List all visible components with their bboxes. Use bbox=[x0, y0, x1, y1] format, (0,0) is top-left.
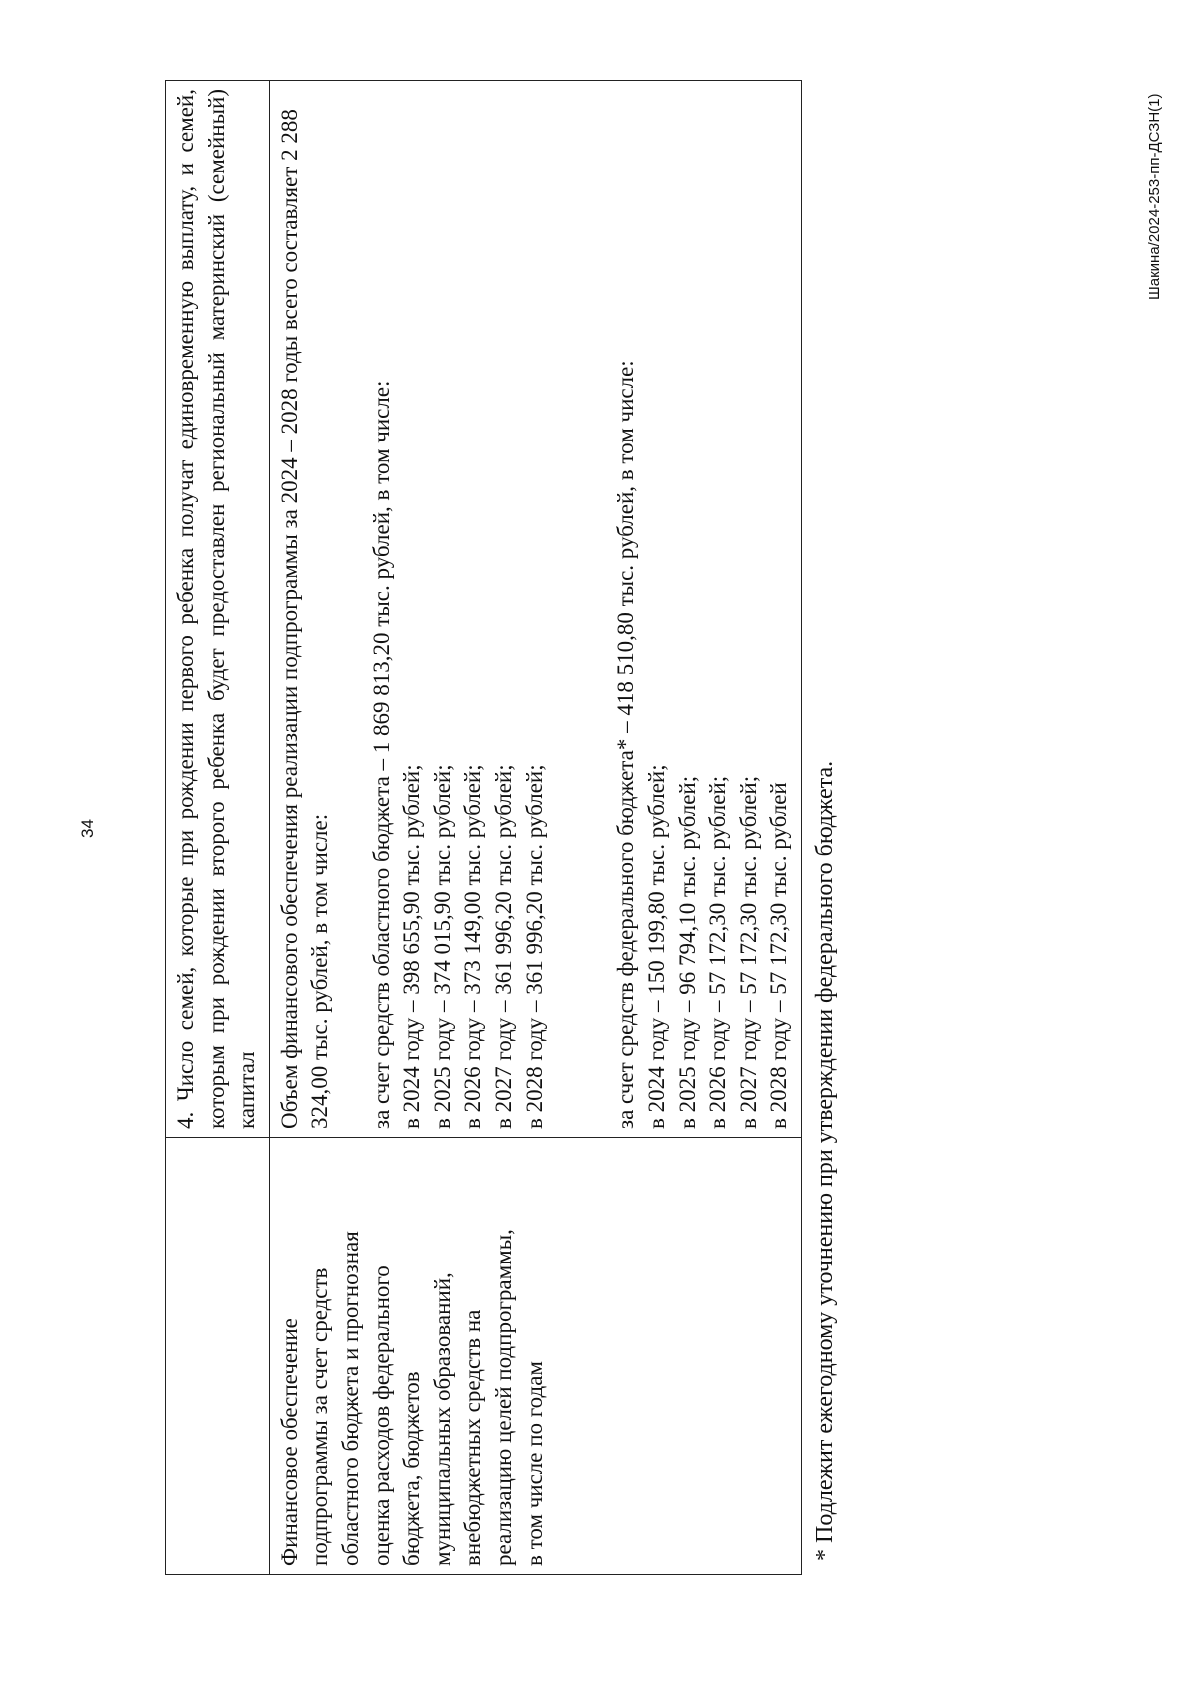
regional-year-line: в 2025 году – 374 015,90 тыс. рублей; bbox=[429, 764, 455, 1129]
rotated-page-content bbox=[165, 89, 840, 1575]
federal-year-line: в 2025 году – 96 794,10 тыс. рублей; bbox=[674, 775, 700, 1129]
footnote: * Подлежит ежегодному уточнению при утверждении федерального бюджета. bbox=[811, 760, 838, 1561]
table-row-financing bbox=[269, 81, 801, 1575]
indicator-label-cell bbox=[166, 1138, 270, 1575]
financing-label-line: областного бюджета и прогнозная bbox=[337, 1231, 363, 1566]
federal-year-line: в 2028 году – 57 172,30 тыс. рублей bbox=[766, 782, 792, 1129]
financing-label-line: оценка расходов федерального bbox=[368, 1265, 394, 1566]
spacer bbox=[336, 89, 367, 1129]
federal-year-line: в 2026 году – 57 172,30 тыс. рублей; bbox=[705, 775, 731, 1129]
passport-table bbox=[165, 80, 802, 1575]
financing-label-line: внебюджетных средств на bbox=[460, 1309, 486, 1566]
federal-year-line: в 2027 году – 57 172,30 тыс. рублей; bbox=[735, 775, 761, 1129]
regional-year-line: в 2027 году – 361 996,20 тыс. рублей; bbox=[490, 764, 516, 1129]
financing-label-line: в том числе по годам bbox=[521, 1361, 547, 1566]
financing-details-cell bbox=[269, 81, 801, 1138]
federal-year-line: в 2024 году – 150 199,80 тыс. рублей; bbox=[643, 764, 669, 1129]
financing-label-line: бюджета, бюджетов bbox=[399, 1371, 425, 1566]
spacer bbox=[581, 89, 612, 1129]
financing-label-cell bbox=[269, 1138, 801, 1575]
financing-label-line: реализацию целей подпрограммы, bbox=[490, 1229, 516, 1566]
regional-year-line: в 2024 году – 398 655,90 тыс. рублей; bbox=[399, 764, 425, 1129]
financing-label-line: подпрограммы за счет средств bbox=[307, 1267, 333, 1566]
indicator-4-text: 4. Число семей, которые при рождении первого ребенка получат единовременную выплату, и семей, которым при рождении второго ребенка будет предоставлен региональный материнский (семейный) капитал bbox=[166, 81, 270, 1138]
regional-year-line: в 2028 году – 361 996,20 тыс. рублей; bbox=[521, 764, 547, 1129]
table-row-indicator bbox=[166, 81, 270, 1575]
page-number: 34 bbox=[78, 819, 97, 838]
financing-label-line: муниципальных образований, bbox=[429, 1272, 455, 1566]
regional-budget-heading: за счет средств областного бюджета – 1 869 813,20 тыс. рублей, в том числе: bbox=[368, 380, 394, 1129]
document-code: Шакина/2024-253-пп-ДСЗН(1) bbox=[1146, 93, 1163, 300]
spacer bbox=[550, 89, 581, 1129]
financing-label-line: Финансовое обеспечение bbox=[276, 1318, 302, 1566]
financing-total-text: Объем финансового обеспечения реализации подпрограммы за 2024 – 2028 годы всего составляет 2 288 324,00 тыс. рублей, в том числе: bbox=[276, 109, 333, 1129]
regional-year-line: в 2026 году – 373 149,00 тыс. рублей; bbox=[460, 764, 486, 1129]
federal-budget-heading: за счет средств федерального бюджета* – 418 510,80 тыс. рублей, в том числе: bbox=[613, 360, 639, 1129]
